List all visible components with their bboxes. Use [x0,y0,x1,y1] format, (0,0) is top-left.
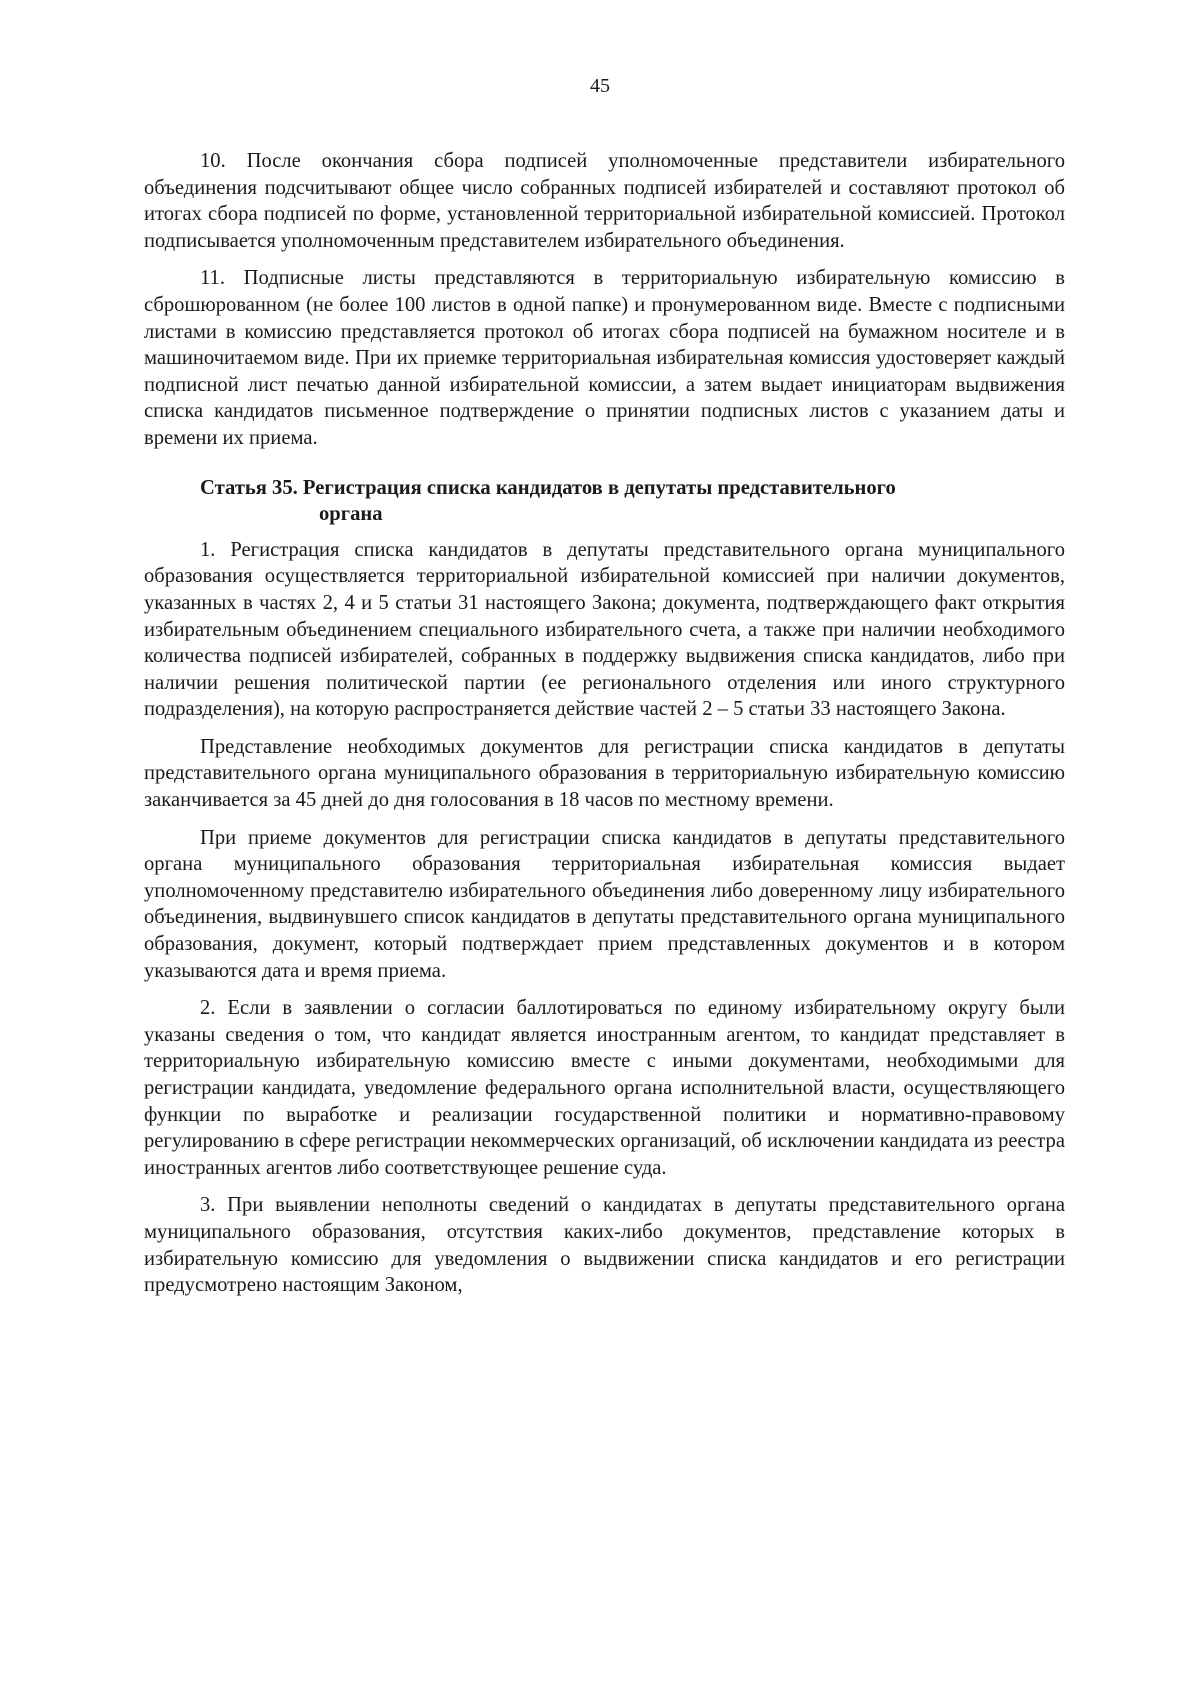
article-35-heading [144,475,1065,528]
paragraph-10: 10. После окончания сбора подписей уполномоченные представители избирательного объединения подсчитывают общее число собранных подписей избирателей и составляют протокол об итогах сбора подписей по форме, установленной территориальной избирательной комиссией. Протокол подписывается уполномоченным представителем избирательного объединения. [144,150,1065,252]
page-content [144,148,1065,1299]
article-35-part-2: 2. Если в заявлении о согласии баллотироваться по единому избирательному округу были указаны сведения о том, что кандидат является иностранным агентом, то кандидат представляет в территориальную избирательную комиссию вместе с иными документами, необходимыми для регистрации кандидата, уведомление федерального органа исполнительной власти, осуществляющего функции по выработке и реализации государственной политики и нормативно-правовому регулированию в сфере регистрации некоммерческих организаций, об исключении кандидата из реестра иностранных агентов либо соответствующее решение суда. [144,997,1065,1179]
article-35-part-1-submission: Представление необходимых документов для регистрации списка кандидатов в депутаты представительного органа муниципального образования в территориальную избирательную комиссию заканчивается за 45 дней до дня голосования в 18 часов по местному времени. [144,735,1065,812]
article-heading-line2: органа [319,503,383,526]
article-heading-line1: Статья 35. Регистрация списка кандидатов в депутаты представительного [200,476,896,499]
paragraph-11: 11. Подписные листы представляются в территориальную избирательную комиссию в сброшюрованном (не более 100 листов в одной папке) и пронумерованном виде. Вместе с подписными листами в комиссию представляется протокол об итогах сбора подписей на бумажном носителе и в машиночитаемом виде. При их приемке территориальная избирательная комиссия удостоверяет каждый подписной лист печатью данной избирательной комиссии, а затем выдает инициаторам выдвижения списка кандидатов письменное подтверждение о принятии подписных листов с указанием даты и времени их приема. [144,267,1065,449]
page-number: 45 [590,75,610,97]
article-35-part-3: 3. При выявлении неполноты сведений о кандидатах в депутаты представительного органа муниципального образования, отсутствия каких-либо документов, представление которых в избирательную комиссию для уведомления о выдвижении списка кандидатов и его регистрации предусмотрено настоящим Законом, [144,1194,1065,1297]
article-35-part-1: 1. Регистрация списка кандидатов в депутаты представительного органа муниципального образования осуществляется территориальной избирательной комиссией при наличии документов, указанных в частях 2, 4 и 5 статьи 31 настоящего Закона; документа, подтверждающего факт открытия избирательным объединением специального избирательного счета, а также при наличии необходимого количества подписей избирателей, собранных в поддержку выдвижения списка кандидатов, либо при наличии решения политической партии (ее регионального отделения или иного структурного подразделения), на которую распространяется действие частей 2 – 5 статьи 33 настоящего Закона. [144,538,1065,721]
article-35-part-1-receipt: При приеме документов для регистрации списка кандидатов в депутаты представительного органа муниципального образования территориальная избирательная комиссия выдает уполномоченному представителю избирательного объединения либо доверенному лицу избирательного объединения, выдвинувшего список кандидатов в депутаты представительного органа муниципального образования, документ, который подтверждает прием представленных документов и в котором указываются дата и время приема. [144,826,1065,982]
